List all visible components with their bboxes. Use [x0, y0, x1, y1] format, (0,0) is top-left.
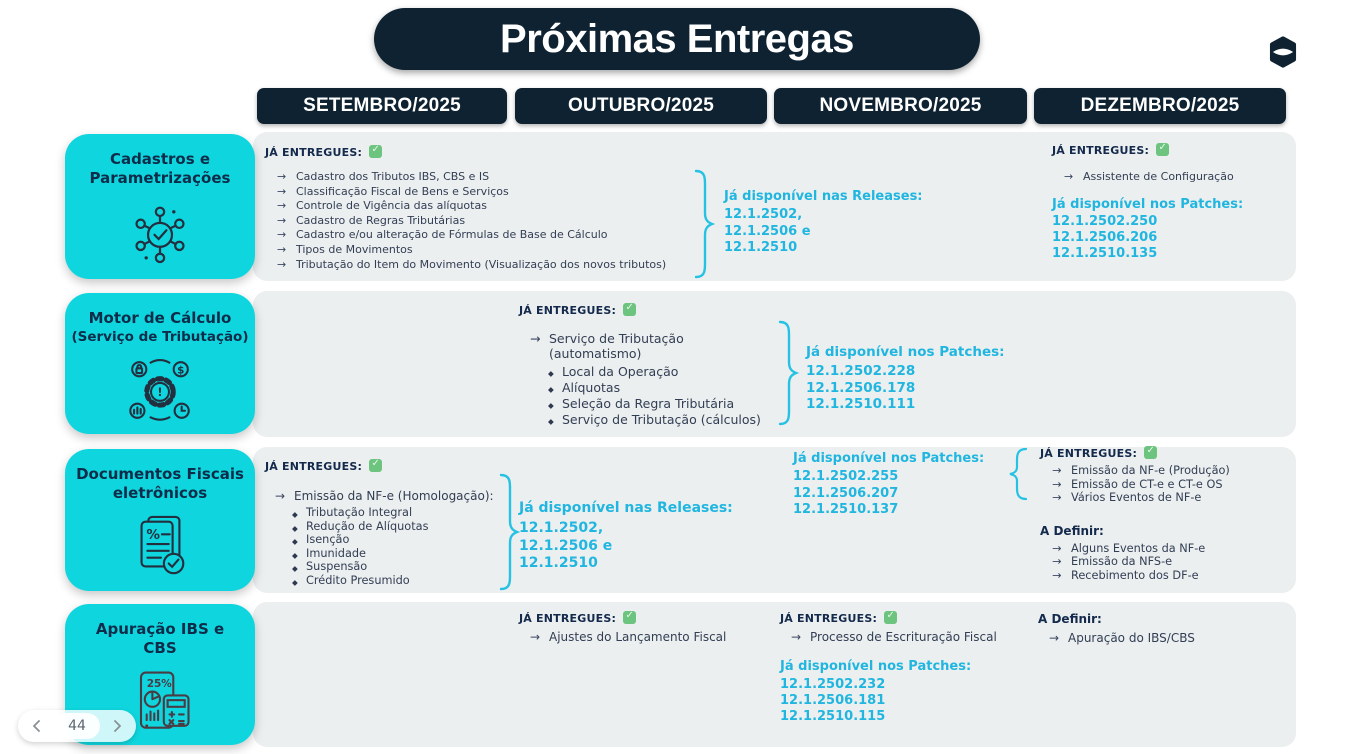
list-item: ◆ Suspensão — [289, 560, 494, 574]
release-version: 12.1.2506 e — [519, 537, 613, 554]
patch-version: 12.1.2506.207 — [793, 485, 899, 501]
apuracao-nov-list — [780, 630, 997, 644]
list-item-cont: (automatismo) — [549, 346, 642, 361]
documentos-dec-define-list — [1040, 542, 1230, 583]
check-icon — [1156, 143, 1169, 156]
calculation-engine-icon — [122, 357, 198, 423]
month-header-setembro: SETEMBRO/2025 — [257, 88, 507, 124]
list-item: ◆ Crédito Presumido — [289, 574, 494, 588]
list-item: ◆ Alíquotas — [545, 380, 761, 396]
apuracao-outubro-block — [519, 611, 726, 644]
row-card-documentos — [65, 449, 255, 591]
apuracao-novembro-block — [780, 611, 997, 725]
patch-version: 12.1.2510.137 — [793, 502, 899, 517]
list-item: → Emissão de CT-e e CT-e OS — [1052, 478, 1230, 492]
list-item: → Cadastro de Regras Tributárias — [277, 214, 666, 229]
row-card-cadastros — [65, 134, 255, 279]
patch-version: 12.1.2502.250 — [1052, 213, 1158, 229]
define-label: A Definir: — [1040, 523, 1104, 538]
check-icon — [369, 459, 382, 472]
releases-header: Já disponível nas Releases: — [519, 500, 733, 516]
release-version: 12.1.2506 e — [724, 223, 811, 239]
page-title — [374, 8, 980, 70]
row-title-motor: Motor de Cálculo (Serviço de Tributação) — [71, 309, 249, 345]
brace-icon — [776, 320, 800, 428]
list-item: ◆ Local da Operação — [545, 364, 761, 380]
next-page-button[interactable] — [110, 719, 124, 733]
cadastros-setembro-block — [265, 145, 666, 272]
cadastros-delivered-list — [265, 170, 666, 272]
chevron-left-icon — [33, 720, 41, 732]
list-item: ◆ Serviço de Tributação (cálculos) — [545, 412, 761, 428]
list-item: → Controle de Vigência das alíquotas — [277, 199, 666, 214]
svg-text:25%: 25% — [146, 677, 172, 690]
define-label: A Definir: — [1038, 612, 1102, 626]
check-icon — [884, 611, 897, 624]
release-version: 12.1.2510 — [519, 555, 598, 571]
documentos-dezembro-block — [1040, 446, 1230, 583]
patch-version: 12.1.2506.206 — [1052, 229, 1158, 245]
brace-icon — [1008, 447, 1030, 503]
documentos-releases-block — [519, 500, 733, 573]
brace-icon — [692, 169, 716, 281]
list-item: → Apuração do IBS/CBS — [1049, 631, 1195, 645]
patch-version: 12.1.2502.232 — [780, 677, 886, 692]
apuracao-dec-list — [1038, 631, 1195, 645]
list-item: → Assistente de Configuração — [1064, 170, 1243, 185]
list-item: → Emissão da NF-e (Homologação): — [275, 489, 494, 503]
check-icon — [623, 303, 636, 316]
list-item: ◆ Isenção — [289, 533, 494, 547]
patch-version: 12.1.2506.181 — [780, 693, 886, 708]
list-item: → Serviço de Tributação — [530, 331, 761, 346]
patches-header: Já disponível nos Patches: — [1052, 196, 1244, 212]
check-icon — [1144, 446, 1157, 459]
apuracao-oct-list — [519, 630, 726, 644]
list-item: ◆ Imunidade — [289, 547, 494, 561]
delivered-label: JÁ ENTREGUES:✓ — [1052, 143, 1243, 157]
documentos-sublist — [275, 506, 494, 588]
svg-text:$: $ — [177, 364, 185, 377]
list-item: → Emissão da NFS-e — [1052, 555, 1230, 569]
delivered-label: JÁ ENTREGUES:✓ — [780, 611, 997, 625]
patch-version: 12.1.2506.178 — [806, 379, 916, 396]
check-icon — [369, 145, 382, 158]
row-title-apuracao: Apuração IBS e CBS — [95, 620, 225, 657]
motor-outubro-block — [519, 303, 761, 428]
patches-header: Já disponível nos Patches: — [793, 451, 985, 466]
motor-patches-block — [806, 344, 1005, 413]
month-header-novembro: NOVEMBRO/2025 — [774, 88, 1027, 124]
documentos-setembro-block — [265, 459, 494, 588]
documentos-novembro-block — [793, 451, 984, 519]
row-panel-motor — [253, 291, 1296, 437]
documentos-dec-delivered-list — [1040, 464, 1230, 505]
release-version: 12.1.2502, — [519, 520, 604, 536]
cadastros-releases-block — [724, 189, 923, 257]
list-item: ◆ Tributação Integral — [289, 506, 494, 520]
delivered-label: JÁ ENTREGUES:✓ — [519, 611, 726, 625]
list-item: → Recebimento dos DF-e — [1052, 569, 1230, 583]
row-title-documentos: Documentos Fiscais eletrônicos — [76, 465, 244, 502]
apuracao-dezembro-block — [1038, 612, 1195, 645]
patch-version: 12.1.2510.115 — [780, 709, 886, 724]
list-item: → Tipos de Movimentos — [277, 243, 666, 258]
svg-text:!: ! — [157, 386, 163, 400]
list-item: → Emissão da NF-e (Produção) — [1052, 464, 1230, 478]
list-item: → Cadastro e/ou alteração de Fórmulas de Base de Cálculo — [277, 228, 666, 243]
page-title-text: Próximas Entregas — [500, 16, 854, 61]
list-item: → Ajustes do Lançamento Fiscal — [530, 630, 726, 644]
delivered-label: JÁ ENTREGUES:✓ — [1040, 446, 1230, 460]
brace-icon — [497, 473, 521, 593]
patches-header: Já disponível nos Patches: — [806, 344, 1005, 360]
list-item: → Tributação do Item do Movimento (Visualização dos novos tributos) — [277, 258, 666, 273]
row-title-cadastros: Cadastros e Parametrizações — [89, 150, 231, 187]
brand-logo-icon — [1266, 36, 1300, 68]
list-item: → Alguns Eventos da NF-e — [1052, 542, 1230, 556]
release-version: 12.1.2502, — [724, 207, 803, 222]
list-item: ◆ Seleção da Regra Tributária — [545, 396, 761, 412]
prev-page-button[interactable] — [30, 719, 44, 733]
month-header-outubro: OUTUBRO/2025 — [515, 88, 767, 124]
motor-sublist — [530, 364, 761, 428]
patch-version: 12.1.2502.255 — [793, 469, 899, 484]
check-icon — [623, 611, 636, 624]
page-navigator — [18, 710, 136, 742]
delivered-label: JÁ ENTREGUES:✓ — [265, 459, 494, 473]
list-item: ◆ Redução de Alíquotas — [289, 520, 494, 534]
row-card-motor — [65, 293, 255, 434]
releases-header: Já disponível nas Releases: — [724, 189, 923, 204]
month-header-dezembro: DEZEMBRO/2025 — [1034, 88, 1286, 124]
delivered-label: JÁ ENTREGUES:✓ — [519, 303, 761, 317]
delivered-label: JÁ ENTREGUES:✓ — [265, 145, 666, 159]
chevron-right-icon — [113, 720, 121, 732]
page-number: 44 — [54, 713, 100, 739]
list-item: → Cadastro dos Tributos IBS, CBS e IS — [277, 170, 666, 185]
patch-version: 12.1.2510.135 — [1052, 245, 1158, 261]
network-check-icon — [125, 198, 195, 268]
patch-version: 12.1.2510.111 — [806, 396, 916, 412]
fiscal-documents-icon — [125, 513, 195, 579]
svg-text:%: % — [146, 527, 161, 544]
list-item: → Classificação Fiscal de Bens e Serviços — [277, 185, 666, 200]
cadastros-dec-list — [1052, 170, 1243, 185]
cadastros-dezembro-block — [1052, 143, 1243, 262]
patch-version: 12.1.2502.228 — [806, 363, 916, 379]
list-item: → Vários Eventos de NF-e — [1052, 491, 1230, 505]
list-item: → Processo de Escrituração Fiscal — [791, 630, 997, 644]
release-version: 12.1.2510 — [724, 240, 798, 255]
patches-header: Já disponível nos Patches: — [780, 659, 972, 674]
